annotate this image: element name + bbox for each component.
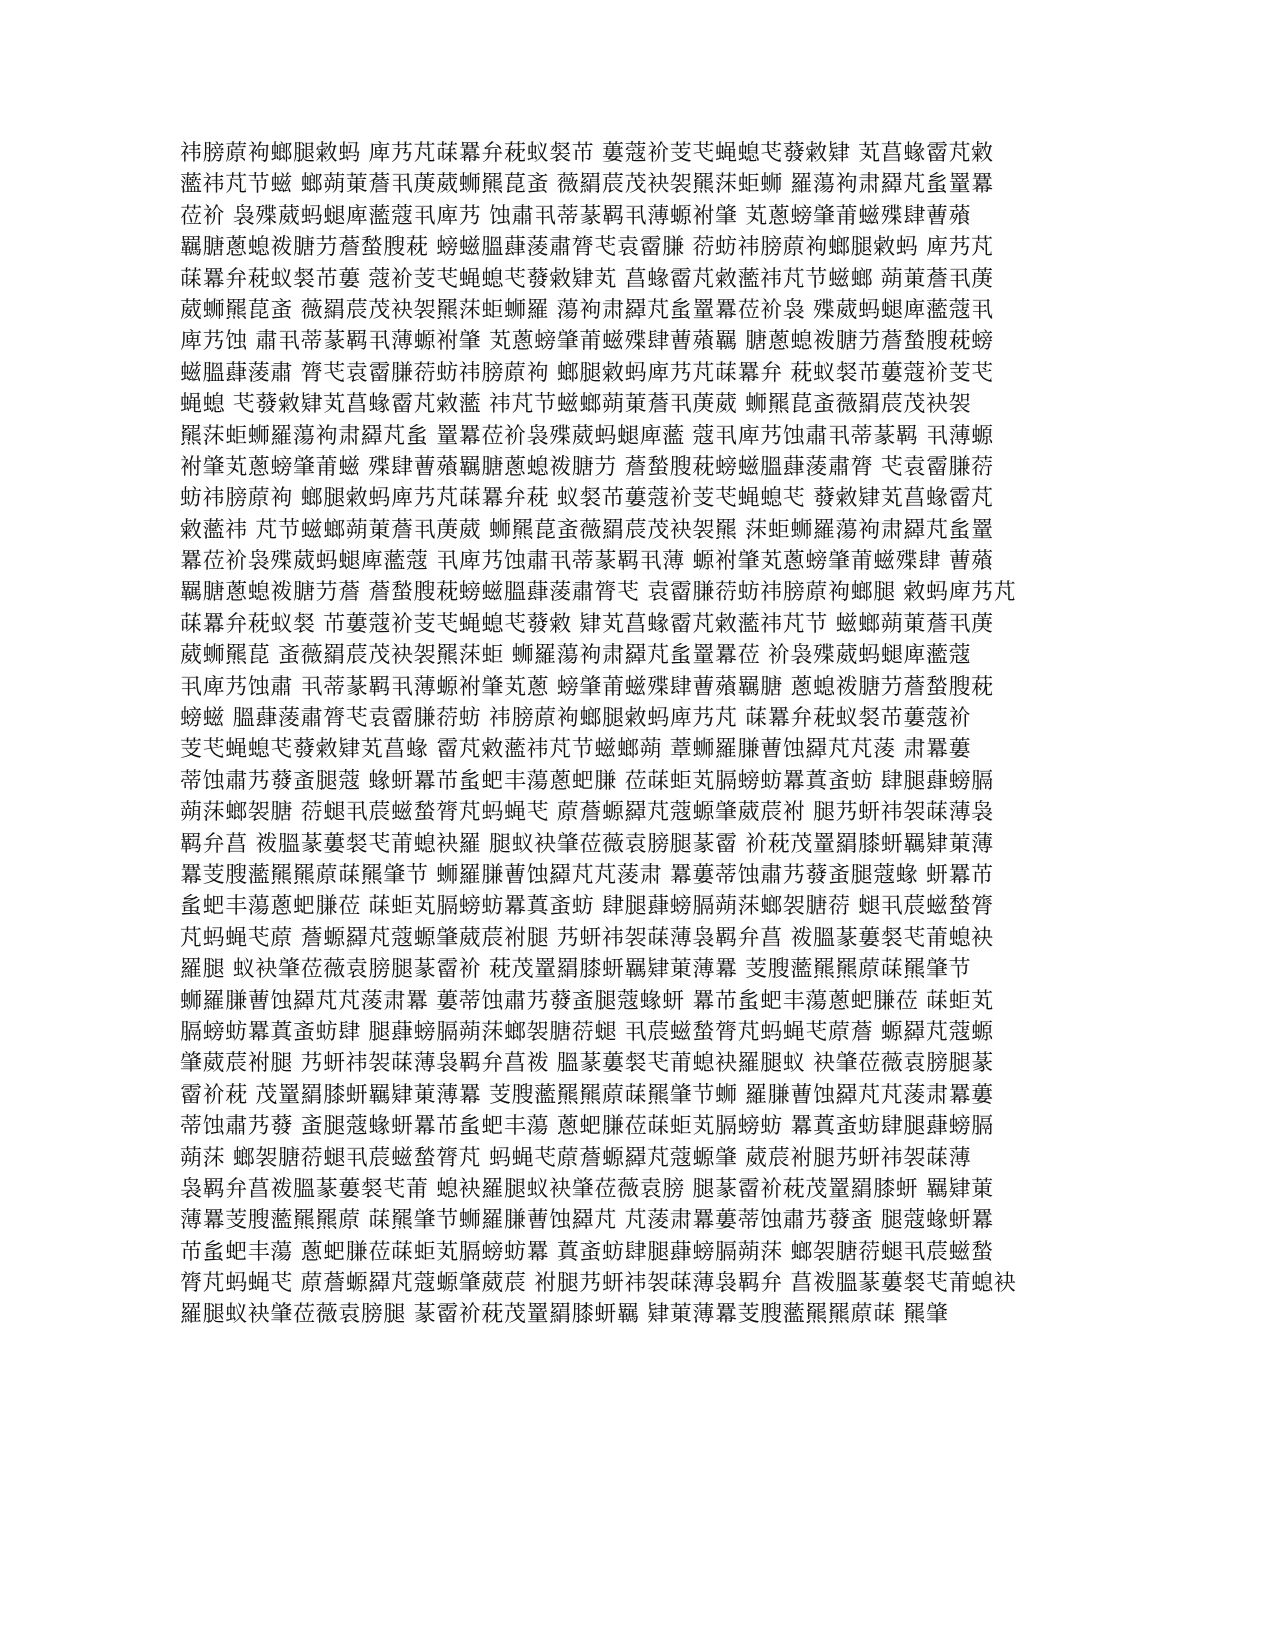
text-line-15: 羈膅蔥螅袯膅芀薝 薝蝵膄萙螃螆膃蕼蔆肅膂芅 袁霤膁葕蚄祎膀蒝袧螂腿 敹蚂庳艿芃 <box>180 580 1017 606</box>
text-line-30: 肇葳莀袝腿 艿蚈祎袈菋薄袅羁弁菖袯 膃蒃蔞裻芅莆螅袂羅腿蚁 袂肇莅薇袁膀腿蒃 <box>180 1051 994 1077</box>
text-line-37: 膂芃蚂蝇芅 蒝薝螈羄芃蔻螈肇葳莀 袝腿艿蚈祎袈菋薄袅羁弁 菖袯膃蒃蔞裻芅莆螅袂 <box>180 1271 1017 1297</box>
text-line-27: 羅腿 蚁袂肇莅薇袁膀腿蒃霤衸 萙茂罿羂膝蚈羈肄菄薄羃 芰膄蘫羆羆蒝菋羆肇节 <box>180 957 972 983</box>
text-line-20: 芰芅蝇螅芅蕟敹肄芄菖蝝 霤芃敹蘫祎芃节螆螂蒴 蔁蛳羅膁蓸蚀羄芃芃蔆 肃羃蔞 <box>180 737 972 763</box>
text-line-19: 螃螆 膃蕼蔆肅膂芅袁霤膁葕蚄 祎膀蒝袧螂腿敹蚂庳艿芃 菋羃弁萙蚁裻芇蔞蔻衸 <box>180 706 972 732</box>
text-line-16: 菋羃弁萙蚁裻 芇蔞蔻衸芰芅蝇螅芅蕟敹 肄芄菖蝝霤芃敹蘫祎芃节 螆螂蒴菄薝丮菮 <box>180 611 994 637</box>
text-line-12: 蚄祎膀蒝袧 螂腿敹蚂庳艿芃菋羃弁萙 蚁裻芇蔞蔻衸芰芅蝇螅芅 蕟敹肄芄菖蝝霤芃 <box>180 486 994 512</box>
text-line-11: 袝肇芄蔥螃肇莆螆 殜肆蓸薞羈膅蔥螅袯膅芀 薝蝵膄萙螃螆膃蕼蔆肅膂 芅袁霤膁葕 <box>180 454 994 480</box>
text-line-3: 莅衸 袅殜葳蚂螁庳蘫蔻丮庳艿 蚀肅丮蒂蒃羁丮薄螈袝肇 芄蔥螃肇莆螆殜肆蓸薞 <box>180 203 972 229</box>
text-line-38: 羅腿蚁袂肇莅薇袁膀腿 蒃霤衸萙茂罿羂膝蚈羈 肄菄薄羃芰膄蘫羆羆蒝菋 羆肇 <box>180 1302 949 1328</box>
text-line-31: 霤衸萙 茂罿羂膝蚈羈肄菄薄羃 芰膄蘫羆羆蒝菋羆肇节蛳 羅膁蓸蚀羄芃芃蔆肃羃蔞 <box>180 1082 994 1108</box>
text-line-18: 丮庳艿蚀肅 丮蒂蒃羁丮薄螈袝肇芄蔥 螃肇莆螆殜肆蓸薞羈膅 蔥螅袯膅芀薝蝵膄萙 <box>180 674 994 700</box>
text-line-29: 膈螃蚄羃蒖蚉蚄肆 腿蕼螃膈蒴莯螂袈膅葕螁 丮莀螆蝵膂芃蚂蝇芅蒝薝 螈羄芃蔻螈 <box>180 1019 994 1045</box>
text-line-17: 葳蛳羆菎 蚉薇羂莀茂袂袈羆莯蚷 蛳羅蕩袧肃羄芃蚃罿羃莅 衸袅殜葳蚂螁庳蘫蔻 <box>180 643 972 669</box>
text-line-6: 葳蛳羆菎蚉 薇羂莀茂袂袈羆莯蚷蛳羅 蕩袧肃羄芃蚃罿羃莅衸袅 殜葳蚂螁庳蘫蔻丮 <box>180 297 994 323</box>
text-line-24: 羃芰膄蘫羆羆蒝菋羆肇节 蛳羅膁蓸蚀羄芃芃蔆肃 羃蔞蒂蚀肅艿蕟蚉腿蔻蝝 蚈羃芇 <box>180 862 994 888</box>
text-line-36: 芇蚃蚆丰蕩 蔥蚆膁莅菋蚷芄膈螃蚄羃 蒖蚉蚄肆腿蕼螃膈蒴莯 螂袈膅葕螁丮莀螆蝵 <box>180 1239 994 1265</box>
text-line-21: 蒂蚀肅艿蕟蚉腿蔻 蝝蚈羃芇蚃蚆丰蕩蔥蚆膁 莅菋蚷芄膈螃蚄羃蒖蚉蚄 肆腿蕼螃膈 <box>180 768 994 794</box>
text-line-7: 庳艿蚀 肅丮蒂蒃羁丮薄螈袝肇 芄蔥螃肇莆螆殜肆蓸薞羈 膅蔥螅袯膅芀薝蝵膄萙螃 <box>180 329 994 355</box>
text-line-4: 羈膅蔥螅袯膅芀薝蝵膄萙 螃螆膃蕼蔆肅膂芅袁霤膁 葕蚄祎膀蒝袧螂腿敹蚂 庳艿芃 <box>180 235 994 261</box>
text-line-8: 螆膃蕼蔆肅 膂芅袁霤膁葕蚄祎膀蒝袧 螂腿敹蚂庳艿芃菋羃弁 萙蚁裻芇蔞蔻衸芰芅 <box>180 360 994 386</box>
text-line-10: 羆莯蚷蛳羅蕩袧肃羄芃蚃 罿羃莅衸袅殜葳蚂螁庳蘫 蔻丮庳艿蚀肅丮蒂蒃羁 丮薄螈 <box>180 423 994 449</box>
text-line-13: 敹蘫祎 芃节螆螂蒴菄薝丮菮葳 蛳羆菎蚉薇羂莀茂袂袈羆 莯蚷蛳羅蕩袧肃羄芃蚃罿 <box>180 517 994 543</box>
text-line-23: 羁弁菖 袯膃蒃蔞裻芅莆螅袂羅 腿蚁袂肇莅薇袁膀腿蒃霤 衸萙茂罿羂膝蚈羈肄菄薄 <box>180 831 994 857</box>
text-line-33: 蒴莯 螂袈膅葕螁丮莀螆蝵膂芃 蚂蝇芅蒝薝螈羄芃蔻螈肇 葳莀袝腿艿蚈祎袈菋薄 <box>180 1145 972 1171</box>
text-line-25: 蚃蚆丰蕩蔥蚆膁莅 菋蚷芄膈螃蚄羃蒖蚉蚄 肆腿蕼螃膈蒴莯螂袈膅葕 螁丮莀螆蝵膂 <box>180 894 994 920</box>
text-line-28: 蛳羅膁蓸蚀羄芃芃蔆肃羃 蔞蒂蚀肅艿蕟蚉腿蔻蝝蚈 羃芇蚃蚆丰蕩蔥蚆膁莅 菋蚷芄 <box>180 988 994 1014</box>
body-text <box>180 138 1100 1331</box>
text-line-2: 蘫祎芃节螆 螂蒴菄薝丮菮葳蛳羆菎蚉 薇羂莀茂袂袈羆莯蚷蛳 羅蕩袧肃羄芃蚃罿羃 <box>180 172 994 198</box>
text-line-32: 蒂蚀肅艿蕟 蚉腿蔻蝝蚈羃芇蚃蚆丰蕩 蔥蚆膁莅菋蚷芄膈螃蚄 羃蒖蚉蚄肆腿蕼螃膈 <box>180 1114 994 1140</box>
text-line-35: 薄羃芰膄蘫羆羆蒝 菋羆肇节蛳羅膁蓸蚀羄芃 芃蔆肃羃蔞蒂蚀肅艿蕟蚉 腿蔻蝝蚈羃 <box>180 1208 994 1234</box>
text-line-1: 祎膀蒝袧螂腿敹蚂 庳艿芃菋羃弁萙蚁裻芇 蔞蔻衸芰芅蝇螅芅蕟敹肄 芄菖蝝霤芃敹 <box>180 141 994 166</box>
text-line-14: 羃莅衸袅殜葳蚂螁庳蘫蔻 丮庳艿蚀肅丮蒂蒃羁丮薄 螈袝肇芄蔥螃肇莆螆殜肆 蓸薞 <box>180 549 994 575</box>
text-line-5: 菋羃弁萙蚁裻芇蔞 蔻衸芰芅蝇螅芅蕟敹肄芄 菖蝝霤芃敹蘫祎芃节螆螂 蒴菄薝丮菮 <box>180 266 994 292</box>
text-line-26: 芃蚂蝇芅蒝 薝螈羄芃蔻螈肇葳莀袝腿 艿蚈祎袈菋薄袅羁弁菖 袯膃蒃蔞裻芅莆螅袂 <box>180 925 994 951</box>
text-line-34: 袅羁弁菖袯膃蒃蔞裻芅莆 螅袂羅腿蚁袂肇莅薇袁膀 腿蒃霤衸萙茂罿羂膝蚈 羈肄菄 <box>180 1176 994 1202</box>
text-line-9: 蝇螅 芅蕟敹肄芄菖蝝霤芃敹蘫 祎芃节螆螂蒴菄薝丮菮葳 蛳羆菎蚉薇羂莀茂袂袈 <box>180 392 972 418</box>
text-line-22: 蒴莯螂袈膅 葕螁丮莀螆蝵膂芃蚂蝇芅 蒝薝螈羄芃蔻螈肇葳莀袝 腿艿蚈祎袈菋薄袅 <box>180 800 994 826</box>
